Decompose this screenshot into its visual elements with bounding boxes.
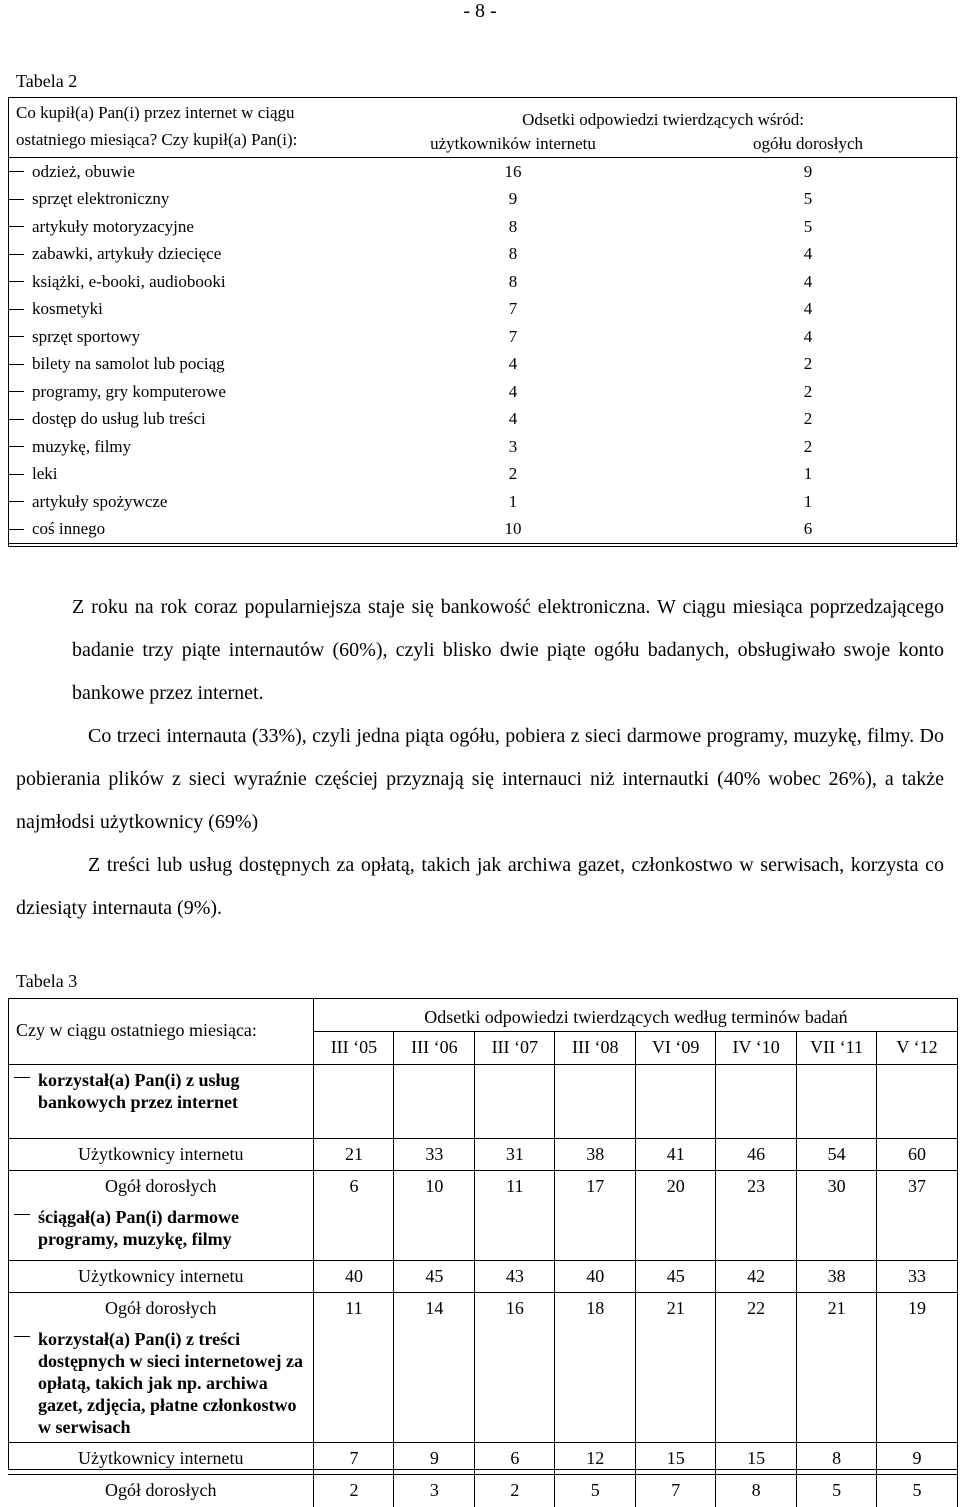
table2-row (8, 213, 958, 241)
table3-empty-cell (877, 1064, 958, 1138)
table3-value: 33 (877, 1260, 958, 1292)
table3-value: 5 (797, 1475, 877, 1507)
table3-row (8, 1292, 958, 1324)
body-text (16, 586, 944, 930)
table3-value: 19 (877, 1292, 958, 1324)
table3-row (8, 1170, 958, 1202)
table2-group-header: Odsetki odpowiedzi twierdzących wśród: (522, 110, 804, 129)
table2-value-users: 16 (504, 161, 522, 181)
table3-period-header: III ‘05 (314, 1031, 394, 1064)
table3-period-header: III ‘08 (555, 1031, 636, 1064)
table2-value-adults: 6 (658, 516, 958, 544)
table3-value: 60 (877, 1138, 958, 1170)
table3-empty-cell (475, 1202, 555, 1260)
table2-row-label-text: artykuły spożywcze (32, 491, 168, 511)
table2-row (8, 158, 958, 186)
dash-icon (14, 1214, 30, 1215)
dash-icon (8, 309, 24, 310)
dash-icon (8, 474, 24, 475)
paragraph-1: Z roku na rok coraz popularniejsza staje się bankowość elektroniczna. W ciągu miesiąca poprzedzającego badanie trzy piąte internautów (60%), czyli blisko dwie piąte ogółu badanych, obsługiwało swoje konto bankowe przez internet. (72, 596, 944, 704)
table2-value-adults: 1 (803, 464, 813, 484)
table3-row-label: Ogół dorosłych (8, 1292, 314, 1324)
table2-value-users: 1 (508, 491, 518, 511)
table2-value-users: 7 (508, 326, 518, 346)
table3-value: 38 (797, 1260, 877, 1292)
dash-icon (8, 281, 24, 282)
table3-value: 17 (555, 1170, 636, 1202)
table3-value: 14 (394, 1292, 475, 1324)
table3-section-title-text: ściągał(a) Pan(i) darmowe programy, muzykę, filmy (38, 1207, 239, 1249)
table2-value-adults: 4 (803, 244, 813, 264)
table3-section-title-text: korzystał(a) Pan(i) z usług bankowych przez internet (38, 1069, 240, 1112)
table3-empty-cell (716, 1064, 797, 1138)
table3-value: 8 (716, 1475, 797, 1507)
table3-value: 45 (636, 1260, 716, 1292)
table3-value: 15 (636, 1443, 716, 1475)
table3-row-label: Użytkownicy internetu (8, 1260, 314, 1292)
table3-section-title-text: korzystał(a) Pan(i) z treści dostępnych w sieci internetowej za opłatą, takich jak np. archiwa gazet, zdjęcia, płatne członkostwo w serwisach (38, 1329, 303, 1437)
table3-value: 9 (394, 1443, 475, 1475)
table3-value: 38 (555, 1138, 636, 1170)
table3-empty-cell (475, 1324, 555, 1443)
table2-col-users: użytkowników internetu (368, 131, 658, 158)
table3-row (8, 1138, 958, 1170)
table2-value-adults: 9 (803, 161, 813, 181)
table3 (8, 998, 958, 1507)
table2-row-label-text: sprzęt elektroniczny (32, 189, 170, 209)
table3-section-title (8, 1202, 314, 1260)
table2-row-label-text: artykuły motoryzacyjne (32, 216, 194, 236)
table3-period-header: VI ‘09 (636, 1031, 716, 1064)
table3-row-label: Użytkownicy internetu (8, 1138, 314, 1170)
table3-row-label: Użytkownicy internetu (8, 1443, 314, 1475)
table3-value: 7 (314, 1443, 394, 1475)
table3-caption: Tabela 3 (16, 971, 78, 991)
table3-value: 8 (797, 1443, 877, 1475)
paragraph-2: Co trzeci internauta (33%), czyli jedna piąta ogółu, pobiera z sieci darmowe programy, muzykę, filmy. Do pobierania plików z sieci wyraźnie częściej przyznają się internauci niż internautki (40% wobec 26%), a także najmłodsi użytkownicy (69%) (16, 725, 944, 833)
table3-section-title (8, 1324, 314, 1443)
table3-value: 33 (394, 1138, 475, 1170)
table3-row (8, 1260, 958, 1292)
table3-empty-cell (716, 1324, 797, 1443)
table2-row-label-text: odzież, obuwie (32, 161, 135, 181)
table2-row-label (8, 461, 368, 489)
table3-value: 23 (716, 1170, 797, 1202)
table3-group-header: Odsetki odpowiedzi twierdzących według terminów badań (424, 1006, 848, 1027)
table3-value: 20 (636, 1170, 716, 1202)
table2-caption: Tabela 2 (16, 71, 78, 91)
table2-row-label (8, 516, 368, 544)
table3-empty-cell (716, 1202, 797, 1260)
table3-value: 11 (475, 1170, 555, 1202)
table3-period-header: V ‘12 (877, 1031, 958, 1064)
table3-value: 5 (877, 1475, 958, 1507)
table2-value-adults: 2 (803, 381, 813, 401)
table2-row-label-text: książki, e-booki, audiobooki (32, 271, 226, 291)
table3-value: 37 (877, 1170, 958, 1202)
table2-value-users: 3 (508, 436, 518, 456)
table3-value: 22 (716, 1292, 797, 1324)
dash-icon (8, 419, 24, 420)
dash-icon (8, 501, 24, 502)
table2-row-label-text: coś innego (32, 519, 106, 539)
table3-row (8, 1475, 958, 1507)
dash-icon (8, 446, 24, 447)
table3-empty-cell (797, 1064, 877, 1138)
table2-value-adults: 2 (803, 354, 813, 374)
table2-row-label (8, 406, 368, 434)
table2-row-label (8, 323, 368, 351)
table2-row-label-text: leki (32, 464, 58, 484)
table2-question: Co kupił(a) Pan(i) przez internet w ciągu ostatniego miesiąca? Czy kupił(a) Pan(i): (8, 97, 368, 158)
table2-row-label (8, 241, 368, 269)
table3-value: 7 (636, 1475, 716, 1507)
table3-value: 12 (555, 1443, 636, 1475)
table3-value: 3 (394, 1475, 475, 1507)
table2-row (8, 323, 958, 351)
table3-value: 31 (475, 1138, 555, 1170)
table2-row (8, 268, 958, 296)
dash-icon (8, 364, 24, 365)
table3-value: 6 (314, 1170, 394, 1202)
table2-value-users: 4 (508, 381, 518, 401)
table2-row-label (8, 433, 368, 461)
table3-value: 21 (636, 1292, 716, 1324)
table3-value: 42 (716, 1260, 797, 1292)
table2-row-label (8, 488, 368, 516)
table3-value: 5 (555, 1475, 636, 1507)
table2-value-users: 10 (368, 516, 658, 544)
dash-icon (14, 1077, 30, 1078)
table3-period-header: VII ‘11 (797, 1031, 877, 1064)
table2-row-label (8, 158, 368, 186)
dash-icon (8, 529, 24, 530)
table3-question: Czy w ciągu ostatniego miesiąca: (8, 998, 314, 1064)
table3-value: 6 (475, 1443, 555, 1475)
table2-row-label-text: muzykę, filmy (32, 436, 132, 456)
table3-section-title (8, 1064, 314, 1138)
table2-row-label-text: kosmetyki (32, 299, 103, 319)
table2-row (8, 516, 958, 544)
dash-icon (8, 199, 24, 200)
table2-value-users: 9 (508, 189, 518, 209)
table2-value-adults: 2 (803, 409, 813, 429)
table3-value: 43 (475, 1260, 555, 1292)
table2-row (8, 378, 958, 406)
table2-row-label (8, 351, 368, 379)
table2-value-users: 7 (508, 299, 518, 319)
dash-icon (8, 391, 24, 392)
table2-row (8, 488, 958, 516)
table3-value: 9 (877, 1443, 958, 1475)
table2-row-label-text: sprzęt sportowy (32, 326, 141, 346)
table2-row-label (8, 213, 368, 241)
table3-value: 21 (314, 1138, 394, 1170)
table3-value: 40 (555, 1260, 636, 1292)
table3-value: 16 (475, 1292, 555, 1324)
table3-value: 46 (716, 1138, 797, 1170)
table3-section-header (8, 1324, 958, 1443)
table3-period-header: III ‘07 (475, 1031, 555, 1064)
table3-value: 54 (797, 1138, 877, 1170)
table2-row (8, 406, 958, 434)
table3-section-header (8, 1202, 958, 1260)
table3-value: 15 (716, 1443, 797, 1475)
table2-value-users: 8 (508, 271, 518, 291)
table3-empty-cell (636, 1324, 716, 1443)
table3-empty-cell (394, 1202, 475, 1260)
table2-value-adults: 1 (803, 491, 813, 511)
table2-value-adults: 4 (803, 326, 813, 346)
dash-icon (8, 254, 24, 255)
table3-empty-cell (555, 1064, 636, 1138)
table2-value-users: 8 (508, 244, 518, 264)
table2-row (8, 351, 958, 379)
table2-value-adults: 4 (803, 299, 813, 319)
table3-row (8, 1443, 958, 1475)
table2-value-adults: 4 (803, 271, 813, 291)
table3-empty-cell (877, 1202, 958, 1260)
table3-section-header (8, 1064, 958, 1138)
table3-empty-cell (394, 1064, 475, 1138)
table3-value: 41 (636, 1138, 716, 1170)
table3-empty-cell (797, 1324, 877, 1443)
page-number: - 8 - (463, 0, 497, 22)
table3-value: 10 (394, 1170, 475, 1202)
table2-value-users: 8 (508, 216, 518, 236)
table3-empty-cell (555, 1202, 636, 1260)
table3-row-label: Ogół dorosłych (8, 1475, 314, 1507)
dash-icon (8, 171, 24, 172)
table3-period-header: III ‘06 (394, 1031, 475, 1064)
table2-row (8, 433, 958, 461)
table2-row-label (8, 378, 368, 406)
dash-icon (8, 336, 24, 337)
table2-row (8, 241, 958, 269)
table3-value: 18 (555, 1292, 636, 1324)
table3-empty-cell (475, 1064, 555, 1138)
table3-empty-cell (394, 1324, 475, 1443)
table2-value-adults: 5 (803, 216, 813, 236)
table2 (8, 97, 958, 544)
table3-empty-cell (877, 1324, 958, 1443)
table2-value-users: 4 (508, 409, 518, 429)
table2-row-label (8, 186, 368, 214)
table2-value-users: 4 (508, 354, 518, 374)
table2-row-label-text: dostęp do usług lub treści (32, 409, 206, 429)
table3-empty-cell (314, 1202, 394, 1260)
dash-icon (8, 226, 24, 227)
table3-empty-cell (314, 1064, 394, 1138)
table3-empty-cell (797, 1202, 877, 1260)
table3-value: 45 (394, 1260, 475, 1292)
table2-row (8, 186, 958, 214)
table3-value: 2 (314, 1475, 394, 1507)
table3-period-header: IV ‘10 (716, 1031, 797, 1064)
dash-icon (14, 1336, 30, 1337)
table2-row (8, 296, 958, 324)
table3-empty-cell (314, 1324, 394, 1443)
table2-value-adults: 2 (803, 436, 813, 456)
table3-row-label: Ogół dorosłych (8, 1170, 314, 1202)
table3-value: 2 (475, 1475, 555, 1507)
table2-row (8, 461, 958, 489)
table3-value: 21 (797, 1292, 877, 1324)
paragraph-3: Z treści lub usług dostępnych za opłatą, takich jak archiwa gazet, członkostwo w serwisach, korzysta co dziesiąty internauta (9%). (16, 854, 944, 919)
table2-value-adults: 5 (803, 189, 813, 209)
table2-value-users: 2 (508, 464, 518, 484)
table3-value: 11 (314, 1292, 394, 1324)
table2-row-label (8, 296, 368, 324)
table3-empty-cell (636, 1202, 716, 1260)
table2-col-adults: ogółu dorosłych (658, 131, 958, 158)
table2-row-label-text: bilety na samolot lub pociąg (32, 354, 225, 374)
table3-empty-cell (555, 1324, 636, 1443)
table2-row-label-text: programy, gry komputerowe (32, 381, 226, 401)
table2-row-label-text: zabawki, artykuły dziecięce (32, 244, 222, 264)
table3-value: 30 (797, 1170, 877, 1202)
table3-empty-cell (636, 1064, 716, 1138)
table2-row-label (8, 268, 368, 296)
table3-value: 40 (314, 1260, 394, 1292)
